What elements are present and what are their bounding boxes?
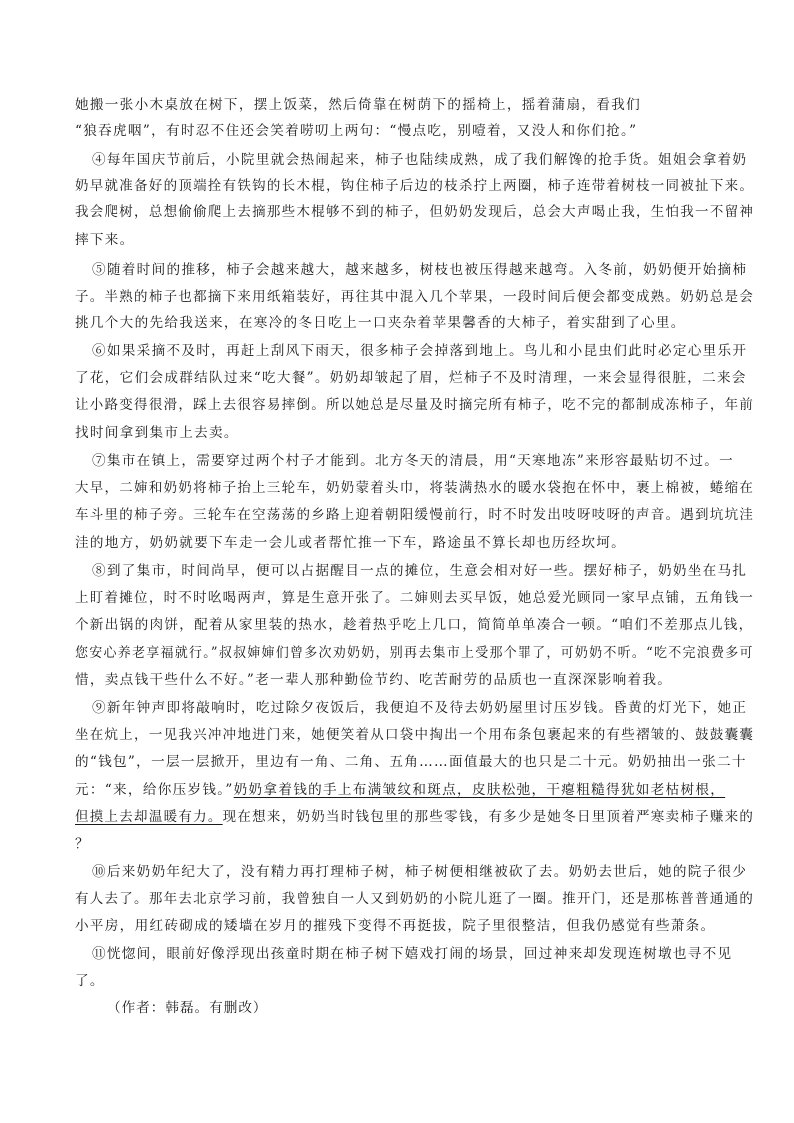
text-line: 车斗里的柿子旁。三轮车在空荡荡的乡路上迎着朝阳缓慢前行，时不时发出吱呀吱呀的声音。遇到坑坑洼 bbox=[75, 507, 755, 523]
paragraph-9-line: ⑨新年钟声即将敲响时，吃过除夕夜饭后，我便迫不及待去奶奶屋里讨压岁钱。昏黄的灯光下，她正 bbox=[92, 700, 748, 716]
paragraph-6-line: ⑥如果采摘不及时，再赶上刮风下雨天，很多柿子会掉落到地上。鸟儿和小昆虫们此时必定心里乐开 bbox=[92, 343, 748, 359]
text-line: 挑几个大的先给我送来，在寒冷的冬日吃上一口夹杂着苹果馨香的大柿子，着实甜到了心里。 bbox=[75, 315, 686, 331]
text-line: 大早，二婶和奶奶将柿子抬上三轮车，奶奶蒙着头巾，将装满热水的暖水袋抱在怀中，裹上棉被，蜷缩在 bbox=[75, 480, 755, 496]
paragraph-5-line: ⑤随着时间的推移，柿子会越来越大，越来越多，树枝也被压得越来越弯。入冬前，奶奶便开始摘柿 bbox=[92, 262, 748, 278]
paragraph-8-line: ⑧到了集市，时间尚早，便可以占据醒目一点的摊位，生意会相对好一些。摆好柿子，奶奶坐在马扎 bbox=[92, 563, 748, 579]
text-line: 子。半熟的柿子也都摘下来用纸箱装好，再往其中混入几个苹果，一段时间后便会都变成熟。奶奶总是会 bbox=[75, 289, 755, 305]
author-note: （作者：韩磊。有删改） bbox=[107, 1000, 268, 1016]
text-line-mixed bbox=[75, 808, 754, 826]
paragraph-11-line: ⑪恍惚间，眼前好像浮现出孩童时期在柿子树下嬉戏打闹的场景，回过神来却发现连树墩也寻不见 bbox=[92, 946, 733, 962]
text-line: 个新出锅的肉饼，配着从家里装的热水，趁着热乎吃上几口，简简单单凑合一顿。“咱们不差那点儿钱， bbox=[75, 617, 754, 633]
text-line: ？ bbox=[75, 836, 90, 852]
underlined-sentence: 奶奶拿着钱的手上布满皱纹和斑点，皮肤松弛，干瘪粗糙得犹如老枯树根， bbox=[233, 782, 726, 798]
paragraph-10-line: ⑩后来奶奶年纪大了，没有精力再打理柿子树，柿子树便相继被砍了去。奶奶去世后，她的院子很少 bbox=[92, 864, 748, 880]
text-line: 惜，卖点钱干些什么不好。”老一辈人那种勤俭节约、吃苦耐劳的品质也一直深深影响着我。 bbox=[75, 672, 673, 688]
paragraph-7-line: ⑦集市在镇上，需要穿过两个村子才能到。北方冬天的清晨，用“天寒地冻”来形容最贴切不过。一 bbox=[92, 453, 735, 469]
text-line: 找时间拿到集市上去卖。 bbox=[75, 425, 239, 441]
text-line: 洼的地方，奶奶就要下车走一会儿或者帮忙推一下车，路途虽不算长却也历经坎坷。 bbox=[75, 535, 627, 551]
text-line: 让小路变得很滑，踩上去很容易摔倒。所以她总是尽量及时摘完所有柿子，吃不完的都制成冻柿子，年前 bbox=[75, 397, 755, 413]
text-line: 您安心养老享福就行。”叔叔婶婶们曾多次劝奶奶，别再去集市上受那个罪了，可奶奶不听。“吃不完浪费多可 bbox=[75, 645, 754, 661]
text-line: 奶早就准备好的顶端拴有铁钩的长木棍，钩住柿子后边的枝杀拧上两圈，柿子连带着树枝一同被扯下来。 bbox=[75, 178, 755, 194]
text-line: 了花，它们会成群结队过来“吃大餐”。奶奶却皱起了眉，烂柿子不及时清理，一来会显得很脏，二来会 bbox=[75, 370, 747, 386]
text-line: 坐在炕上，一见我兴冲冲地进门来，她便笑着从口袋中掏出一个用布条包裹起来的有些褶皱的、鼓鼓囊囊 bbox=[75, 727, 755, 743]
text-line: 摔下来。 bbox=[75, 232, 135, 248]
text-line: 她搬一张小木桌放在树下，摆上饭菜，然后倚靠在树荫下的摇椅上，摇着蒲扇，看我们 bbox=[75, 97, 641, 113]
text-span: 现在想来，奶奶当时钱包里的那些零钱，有多少是她冬日里顶着严寒卖柿子赚来的 bbox=[222, 809, 755, 825]
text-line: 的“钱包”，一层一层掀开，里边有一角、二角、五角……面值最大的也只是二十元。奶奶抽出一张二十 bbox=[75, 754, 747, 770]
text-span: 元：“来，给你压岁钱。” bbox=[75, 782, 234, 798]
text-line: 有人去了。那年去北京学习前，我曾独自一人又到奶奶的小院儿逛了一圈。推开门，还是那栋普普通通的 bbox=[75, 891, 755, 907]
text-line-mixed bbox=[75, 781, 725, 799]
text-line: 了。 bbox=[75, 973, 105, 989]
text-line: 上盯着摊位，时不时吆喝两声，算是生意开张了。二婶则去买早饭，她总爱光顾同一家早点铺，五角钱一 bbox=[75, 590, 755, 606]
text-line: “狼吞虎咽”，有时忍不住还会笑着唠叨上两句：“慢点吃，别噎着，又没人和你们抢。” bbox=[75, 123, 638, 139]
text-line: 我会爬树，总想偷偷爬上去摘那些木棍够不到的柿子，但奶奶发现后，总会大声喝止我，生怕我一不留神 bbox=[75, 204, 755, 220]
underlined-sentence-end: 但摸上去却温暖有力。 bbox=[75, 809, 223, 825]
text-line: 小平房，用红砖砌成的矮墙在岁月的摧残下变得不再挺拔，院子里很整洁，但我仍感觉有些萧条。 bbox=[75, 918, 716, 934]
paragraph-4-line: ④每年国庆节前后，小院里就会热闹起来，柿子也陆续成熟，成了我们解馋的抢手货。姐姐会拿着奶 bbox=[92, 152, 748, 168]
